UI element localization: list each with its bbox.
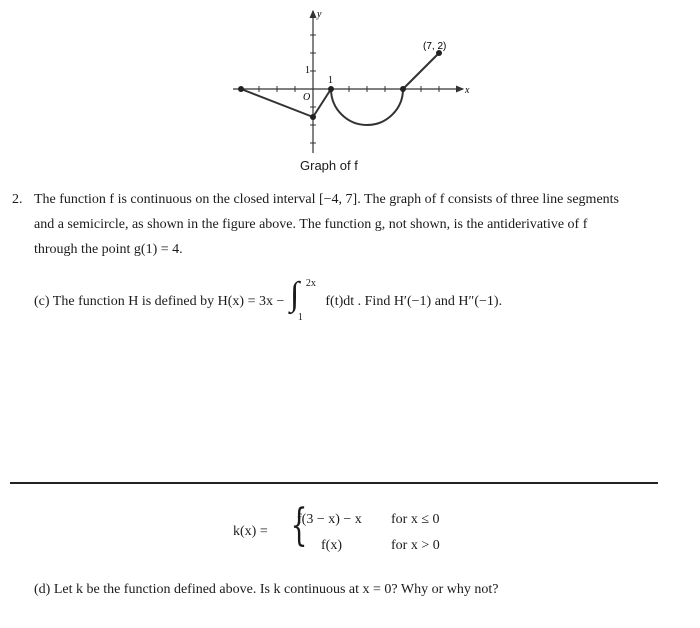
piecewise-brace: { [290,500,308,551]
integrand: f(t)dt . [325,294,362,310]
k-definition [233,500,473,562]
part-c-text-after: Find H′(−1) and H″(−1). [364,294,503,310]
point-5-0 [400,86,406,92]
part-d-text: Let k be the function defined above. Is k continuous at x = 0? Why or why not? [53,582,499,597]
k-case2-cond: for x > 0 [391,538,440,553]
semicircle [331,89,403,125]
graph-caption: Graph of f [300,158,358,173]
point-y-intercept [310,114,316,120]
integral-lower-limit: 1 [297,312,303,323]
segment-jump [313,89,331,117]
x-axis-label: x [465,85,470,96]
y-axis-label: y [317,9,322,20]
part-c [34,276,503,323]
x-tick-label: 1 [328,75,333,86]
k-case1-expr: f(3 − x) − x [297,512,362,527]
part-d-label: (d) [34,582,51,597]
point-left-end [238,86,244,92]
k-case1-cond: for x ≤ 0 [391,512,440,527]
point-1-1 [328,86,334,92]
integral-sign: ∫ 2x 1 [289,276,316,323]
section-divider [10,482,658,484]
k-case2-expr: f(x) [321,538,342,553]
part-c-text-before: The function H is defined by H(x) = 3x − [52,294,285,310]
question-line-1: The function f is continuous on the closed interval [−4, 7]. The graph of f consists of three line segments [34,192,619,207]
k-lhs: k(x) = [233,524,268,539]
point-label: (7, 2) [423,41,447,52]
part-d [34,582,498,598]
graph-of-f [225,5,475,155]
question-line-3: through the point g(1) = 4. [34,242,183,257]
y-tick-label: 1 [305,65,310,76]
part-c-label: (c) [34,294,50,310]
question-number: 2. [12,192,23,207]
integral-upper-limit: 2x [305,278,316,289]
segment-right [403,53,439,89]
question-line-2: and a semicircle, as shown in the figure above. The function g, not shown, is the antiderivative of f [34,217,588,232]
origin-label: O [303,92,311,103]
